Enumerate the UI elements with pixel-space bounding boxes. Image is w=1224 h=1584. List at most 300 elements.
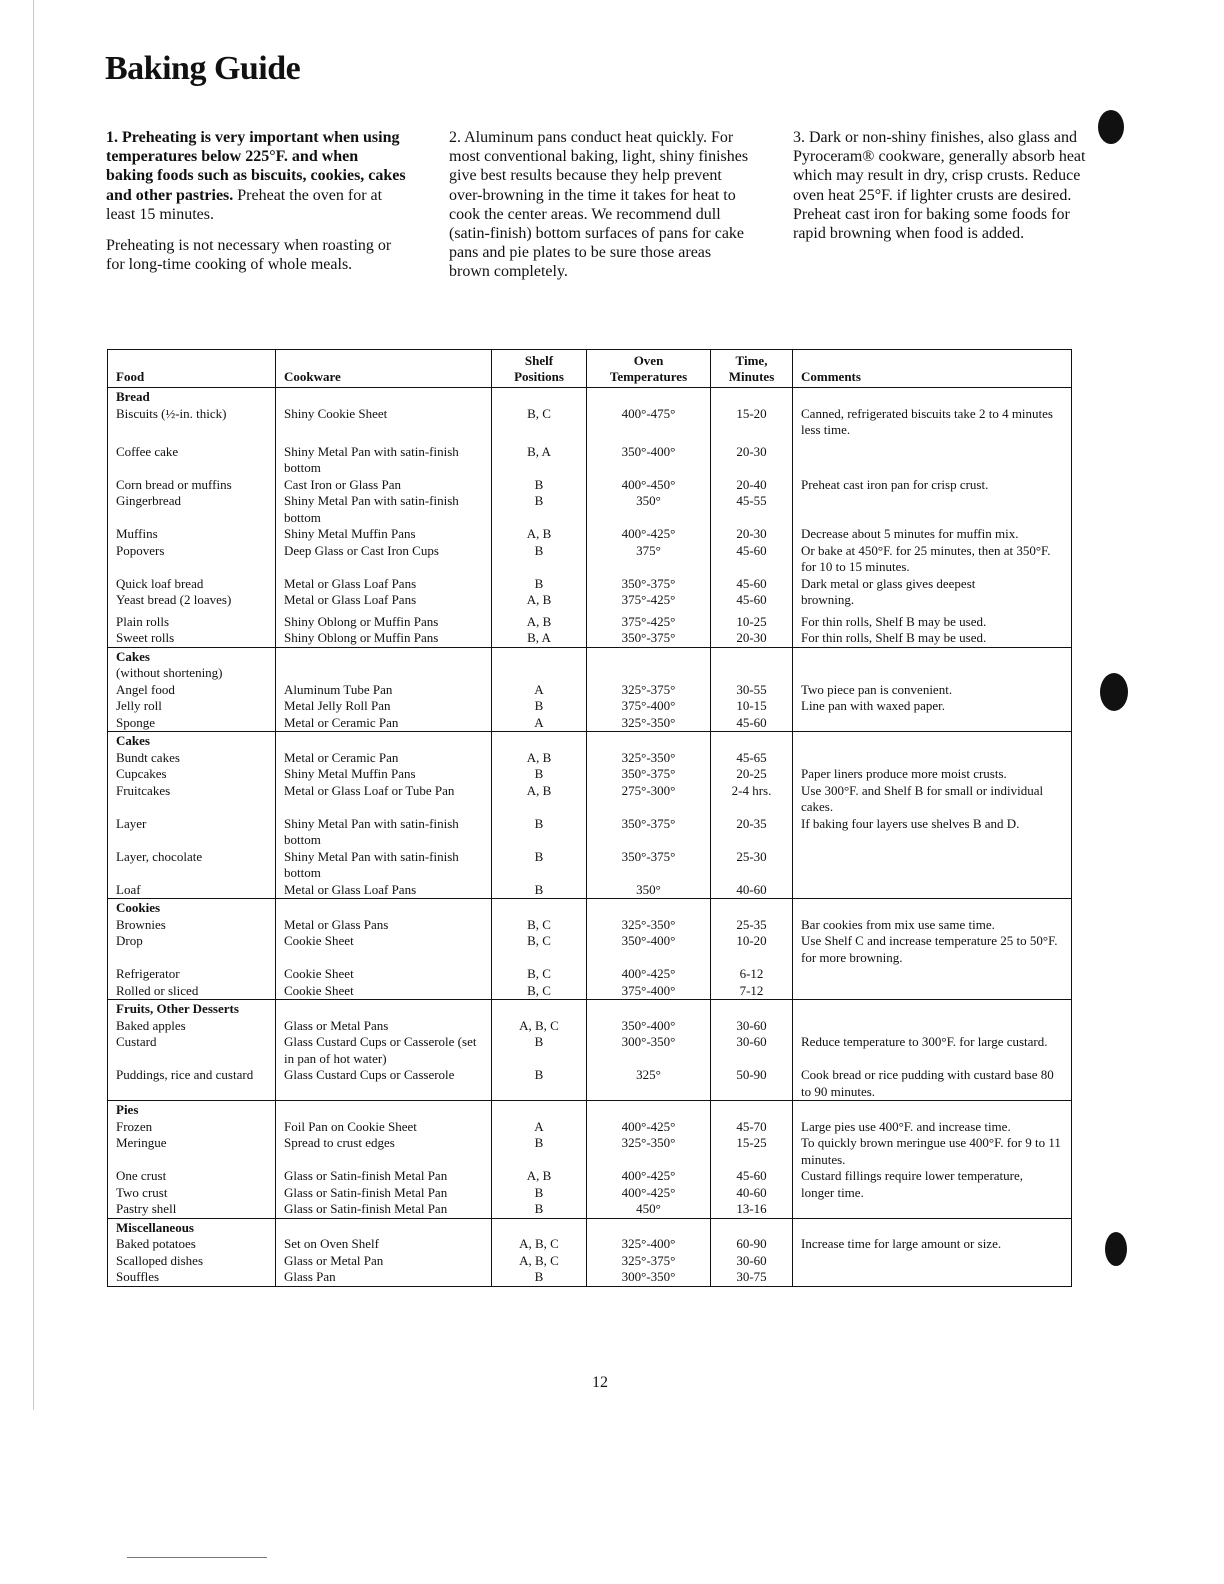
empty-cell bbox=[276, 388, 492, 406]
table-row bbox=[108, 1067, 1072, 1101]
temperature-cell: 375°-425° bbox=[587, 592, 711, 609]
food-cell: Angel food bbox=[108, 682, 276, 699]
food-cell: Fruitcakes bbox=[108, 783, 276, 816]
time-cell: 45-60 bbox=[711, 543, 793, 576]
header-comments: Comments bbox=[793, 350, 1072, 388]
empty-cell bbox=[711, 1101, 793, 1119]
temperature-cell: 350°-400° bbox=[587, 1018, 711, 1035]
cookware-cell: Glass or Metal Pans bbox=[276, 1018, 492, 1035]
empty-cell bbox=[711, 1218, 793, 1236]
time-cell: 45-60 bbox=[711, 592, 793, 609]
cookware-cell: Metal Jelly Roll Pan bbox=[276, 698, 492, 715]
temperature-cell: 325°-350° bbox=[587, 750, 711, 767]
time-cell: 30-55 bbox=[711, 682, 793, 699]
cookware-cell: Shiny Cookie Sheet bbox=[276, 406, 492, 439]
temperature-cell: 350°-400° bbox=[587, 933, 711, 966]
table-row bbox=[108, 917, 1072, 934]
intro-column-3 bbox=[793, 128, 1093, 255]
comments-cell bbox=[793, 715, 1072, 732]
table-row bbox=[108, 1034, 1072, 1067]
intro-lead-text: 1. Preheating is very important when using temperatures below 225°F. and when baking foods such as biscuits, cookies, cakes and other pastries. bbox=[106, 129, 406, 204]
cookware-cell: Metal or Glass Loaf Pans bbox=[276, 882, 492, 899]
comments-cell: Cook bread or rice pudding with custard base 80 to 90 minutes. bbox=[793, 1067, 1072, 1101]
shelf-cell: A, B bbox=[492, 526, 587, 543]
table-row bbox=[108, 1185, 1072, 1202]
cookware-cell: Glass or Metal Pan bbox=[276, 1253, 492, 1270]
time-cell: 10-20 bbox=[711, 933, 793, 966]
empty-cell bbox=[793, 1101, 1072, 1119]
temperature-cell: 400°-425° bbox=[587, 1168, 711, 1185]
category-row bbox=[108, 1218, 1072, 1236]
table-row bbox=[108, 526, 1072, 543]
cookware-cell: Shiny Oblong or Muffin Pans bbox=[276, 630, 492, 647]
category-row bbox=[108, 899, 1072, 917]
comments-cell bbox=[793, 439, 1072, 477]
cookware-cell: Spread to crust edges bbox=[276, 1135, 492, 1168]
page-number: 12 bbox=[592, 1374, 608, 1391]
header-shelf-positions: Shelf Positions bbox=[492, 350, 587, 388]
category-row bbox=[108, 388, 1072, 406]
table-row bbox=[108, 477, 1072, 494]
empty-cell bbox=[276, 1000, 492, 1018]
comments-cell bbox=[793, 983, 1072, 1000]
time-cell: 7-12 bbox=[711, 983, 793, 1000]
time-cell: 6-12 bbox=[711, 966, 793, 983]
food-cell: Baked apples bbox=[108, 1018, 276, 1035]
cookware-cell: Glass Custard Cups or Casserole (set in pan of hot water) bbox=[276, 1034, 492, 1067]
temperature-cell: 350°-375° bbox=[587, 766, 711, 783]
intro-paragraph-preheating bbox=[106, 128, 406, 224]
food-cell: Corn bread or muffins bbox=[108, 477, 276, 494]
temperature-cell: 325°-375° bbox=[587, 682, 711, 699]
empty-cell bbox=[587, 1000, 711, 1018]
shelf-cell: B bbox=[492, 1185, 587, 1202]
time-cell: 15-20 bbox=[711, 406, 793, 439]
category-label: Cookies bbox=[108, 899, 276, 917]
table-row bbox=[108, 750, 1072, 767]
category-label: Pies bbox=[108, 1101, 276, 1119]
food-cell: Baked potatoes bbox=[108, 1236, 276, 1253]
cookware-cell: Metal or Glass Pans bbox=[276, 917, 492, 934]
table-row bbox=[108, 630, 1072, 647]
food-cell: One crust bbox=[108, 1168, 276, 1185]
comments-cell bbox=[793, 1018, 1072, 1035]
scan-margin-line bbox=[33, 0, 34, 1410]
cookware-cell: Cast Iron or Glass Pan bbox=[276, 477, 492, 494]
food-cell: Gingerbread bbox=[108, 493, 276, 526]
time-cell: 30-75 bbox=[711, 1269, 793, 1286]
time-cell: 25-30 bbox=[711, 849, 793, 882]
time-cell: 2-4 hrs. bbox=[711, 783, 793, 816]
time-cell: 45-65 bbox=[711, 750, 793, 767]
table-row bbox=[108, 715, 1072, 732]
shelf-cell: B bbox=[492, 576, 587, 593]
temperature-cell: 450° bbox=[587, 1201, 711, 1218]
temperature-cell: 325°-375° bbox=[587, 1253, 711, 1270]
comments-cell bbox=[793, 750, 1072, 767]
shelf-cell: B bbox=[492, 1135, 587, 1168]
shelf-cell: A bbox=[492, 682, 587, 699]
comments-cell: Two piece pan is convenient. bbox=[793, 682, 1072, 699]
table-row bbox=[108, 439, 1072, 477]
time-cell: 13-16 bbox=[711, 1201, 793, 1218]
temperature-cell: 350°-375° bbox=[587, 576, 711, 593]
time-cell: 20-35 bbox=[711, 816, 793, 849]
table-group bbox=[108, 1101, 1072, 1219]
cookware-cell: Shiny Metal Muffin Pans bbox=[276, 526, 492, 543]
empty-cell bbox=[793, 732, 1072, 750]
cookware-cell: Metal or Glass Loaf Pans bbox=[276, 576, 492, 593]
temperature-cell: 400°-425° bbox=[587, 966, 711, 983]
comments-cell: Or bake at 450°F. for 25 minutes, then at 350°F. for 10 to 15 minutes. bbox=[793, 543, 1072, 576]
food-cell: Pastry shell bbox=[108, 1201, 276, 1218]
empty-cell bbox=[587, 899, 711, 917]
shelf-cell: B, A bbox=[492, 439, 587, 477]
page-title: Baking Guide bbox=[105, 50, 301, 87]
table-group bbox=[108, 647, 1072, 732]
temperature-cell: 325° bbox=[587, 1067, 711, 1101]
temperature-cell: 325°-350° bbox=[587, 1135, 711, 1168]
empty-cell bbox=[276, 647, 492, 665]
shelf-cell: B bbox=[492, 816, 587, 849]
shelf-cell: A bbox=[492, 1119, 587, 1136]
time-cell: 10-25 bbox=[711, 609, 793, 631]
cookware-cell bbox=[276, 665, 492, 682]
category-label: Bread bbox=[108, 388, 276, 406]
food-cell: Loaf bbox=[108, 882, 276, 899]
table-group bbox=[108, 1218, 1072, 1286]
comments-cell bbox=[793, 493, 1072, 526]
comments-cell: For thin rolls, Shelf B may be used. bbox=[793, 609, 1072, 631]
comments-cell: Reduce temperature to 300°F. for large custard. bbox=[793, 1034, 1072, 1067]
cookware-cell: Deep Glass or Cast Iron Cups bbox=[276, 543, 492, 576]
comments-cell: longer time. bbox=[793, 1185, 1072, 1202]
food-cell: Biscuits (½-in. thick) bbox=[108, 406, 276, 439]
temperature-cell: 350°-375° bbox=[587, 630, 711, 647]
empty-cell bbox=[711, 388, 793, 406]
shelf-cell: B bbox=[492, 698, 587, 715]
food-cell: Cupcakes bbox=[108, 766, 276, 783]
shelf-cell: B bbox=[492, 849, 587, 882]
shelf-cell: B bbox=[492, 477, 587, 494]
shelf-cell: B, C bbox=[492, 933, 587, 966]
empty-cell bbox=[276, 1218, 492, 1236]
empty-cell bbox=[492, 388, 587, 406]
table-row bbox=[108, 1253, 1072, 1270]
empty-cell bbox=[492, 1101, 587, 1119]
table-row bbox=[108, 592, 1072, 609]
table-row bbox=[108, 783, 1072, 816]
food-cell: Refrigerator bbox=[108, 966, 276, 983]
time-cell: 30-60 bbox=[711, 1034, 793, 1067]
table-row bbox=[108, 1201, 1072, 1218]
empty-cell bbox=[793, 647, 1072, 665]
food-cell: Two crust bbox=[108, 1185, 276, 1202]
food-cell: (without shortening) bbox=[108, 665, 276, 682]
binder-hole-icon bbox=[1100, 673, 1128, 711]
shelf-cell: B, C bbox=[492, 917, 587, 934]
temperature-cell: 325°-350° bbox=[587, 715, 711, 732]
empty-cell bbox=[793, 1000, 1072, 1018]
table-row bbox=[108, 665, 1072, 682]
cookware-cell: Glass or Satin-finish Metal Pan bbox=[276, 1185, 492, 1202]
bottom-rule bbox=[127, 1557, 267, 1558]
comments-cell: Dark metal or glass gives deepest bbox=[793, 576, 1072, 593]
comments-cell bbox=[793, 849, 1072, 882]
comments-cell: Line pan with waxed paper. bbox=[793, 698, 1072, 715]
comments-cell bbox=[793, 1201, 1072, 1218]
table-row bbox=[108, 966, 1072, 983]
table-row bbox=[108, 698, 1072, 715]
table-row bbox=[108, 816, 1072, 849]
temperature-cell: 300°-350° bbox=[587, 1034, 711, 1067]
cookware-cell: Shiny Metal Pan with satin-finish bottom bbox=[276, 816, 492, 849]
food-cell: Meringue bbox=[108, 1135, 276, 1168]
category-row bbox=[108, 1000, 1072, 1018]
empty-cell bbox=[793, 1218, 1072, 1236]
table-row bbox=[108, 933, 1072, 966]
shelf-cell: B bbox=[492, 1034, 587, 1067]
time-cell: 50-90 bbox=[711, 1067, 793, 1101]
comments-cell: Canned, refrigerated biscuits take 2 to 4 minutes less time. bbox=[793, 406, 1072, 439]
time-cell: 30-60 bbox=[711, 1018, 793, 1035]
food-cell: Puddings, rice and custard bbox=[108, 1067, 276, 1101]
temperature-cell: 325°-400° bbox=[587, 1236, 711, 1253]
comments-cell: Bar cookies from mix use same time. bbox=[793, 917, 1072, 934]
food-cell: Yeast bread (2 loaves) bbox=[108, 592, 276, 609]
shelf-cell bbox=[492, 665, 587, 682]
intro-rest-text: Preheat the oven for at least 15 minutes. bbox=[106, 186, 383, 223]
cookware-cell: Shiny Metal Pan with satin-finish bottom bbox=[276, 439, 492, 477]
temperature-cell: 300°-350° bbox=[587, 1269, 711, 1286]
food-cell: Drop bbox=[108, 933, 276, 966]
table-row bbox=[108, 406, 1072, 439]
table-row bbox=[108, 1168, 1072, 1185]
food-cell: Muffins bbox=[108, 526, 276, 543]
food-cell: Sponge bbox=[108, 715, 276, 732]
cookware-cell: Glass Custard Cups or Casserole bbox=[276, 1067, 492, 1101]
temperature-cell: 325°-350° bbox=[587, 917, 711, 934]
empty-cell bbox=[276, 1101, 492, 1119]
shelf-cell: A, B bbox=[492, 592, 587, 609]
shelf-cell: B bbox=[492, 543, 587, 576]
table-row bbox=[108, 1269, 1072, 1286]
category-row bbox=[108, 647, 1072, 665]
header-food: Food bbox=[108, 350, 276, 388]
temperature-cell: 350° bbox=[587, 882, 711, 899]
empty-cell bbox=[276, 732, 492, 750]
table-row bbox=[108, 682, 1072, 699]
comments-cell bbox=[793, 665, 1072, 682]
temperature-cell: 400°-425° bbox=[587, 1119, 711, 1136]
shelf-cell: A, B bbox=[492, 1168, 587, 1185]
time-cell: 25-35 bbox=[711, 917, 793, 934]
intro-paragraph-aluminum: 2. Aluminum pans conduct heat quickly. For most conventional baking, light, shiny finishes give best results because they help prevent over-browning in the time it takes for heat to cook the center areas. We recommend dull (satin-finish) bottom surfaces of pans for cake pans and pie plates to be sure those areas brown completely. bbox=[449, 129, 749, 281]
shelf-cell: B bbox=[492, 1067, 587, 1101]
category-row bbox=[108, 1101, 1072, 1119]
empty-cell bbox=[793, 388, 1072, 406]
time-cell: 30-60 bbox=[711, 1253, 793, 1270]
time-cell: 10-15 bbox=[711, 698, 793, 715]
shelf-cell: A bbox=[492, 715, 587, 732]
shelf-cell: B bbox=[492, 766, 587, 783]
time-cell: 20-30 bbox=[711, 439, 793, 477]
empty-cell bbox=[587, 647, 711, 665]
temperature-cell: 400°-475° bbox=[587, 406, 711, 439]
category-label: Cakes bbox=[108, 647, 276, 665]
cookware-cell: Glass or Satin-finish Metal Pan bbox=[276, 1201, 492, 1218]
shelf-cell: B bbox=[492, 1269, 587, 1286]
food-cell: Popovers bbox=[108, 543, 276, 576]
time-cell: 20-40 bbox=[711, 477, 793, 494]
empty-cell bbox=[587, 1101, 711, 1119]
cookware-cell: Metal or Glass Loaf Pans bbox=[276, 592, 492, 609]
temperature-cell: 350°-400° bbox=[587, 439, 711, 477]
header-time-minutes: Time, Minutes bbox=[711, 350, 793, 388]
time-cell: 60-90 bbox=[711, 1236, 793, 1253]
temperature-cell: 350° bbox=[587, 493, 711, 526]
shelf-cell: B, C bbox=[492, 966, 587, 983]
intro-paragraph-dark-finishes: 3. Dark or non-shiny finishes, also glass and Pyroceram® cookware, generally absorb heat which may result in dry, crisp crusts. Reduce oven heat 25°F. if lighter crusts are desired. Preheat cast iron for baking some foods for rapid browning when food is added. bbox=[793, 129, 1086, 243]
cookware-cell: Shiny Metal Muffin Pans bbox=[276, 766, 492, 783]
comments-cell bbox=[793, 966, 1072, 983]
table-group bbox=[108, 388, 1072, 648]
food-cell: Jelly roll bbox=[108, 698, 276, 715]
temperature-cell: 400°-425° bbox=[587, 526, 711, 543]
cookware-cell: Cookie Sheet bbox=[276, 966, 492, 983]
empty-cell bbox=[711, 899, 793, 917]
temperature-cell: 350°-375° bbox=[587, 849, 711, 882]
food-cell: Bundt cakes bbox=[108, 750, 276, 767]
cookware-cell: Foil Pan on Cookie Sheet bbox=[276, 1119, 492, 1136]
header-oven-temperatures: Oven Temperatures bbox=[587, 350, 711, 388]
comments-cell: Custard fillings require lower temperature, bbox=[793, 1168, 1072, 1185]
empty-cell bbox=[793, 899, 1072, 917]
temperature-cell: 375°-425° bbox=[587, 609, 711, 631]
comments-cell: Decrease about 5 minutes for muffin mix. bbox=[793, 526, 1072, 543]
table-row bbox=[108, 576, 1072, 593]
table-row bbox=[108, 882, 1072, 899]
temperature-cell: 375°-400° bbox=[587, 983, 711, 1000]
comments-cell: Increase time for large amount or size. bbox=[793, 1236, 1072, 1253]
empty-cell bbox=[587, 1218, 711, 1236]
temperature-cell: 350°-375° bbox=[587, 816, 711, 849]
food-cell: Coffee cake bbox=[108, 439, 276, 477]
table-row bbox=[108, 1236, 1072, 1253]
cookware-cell: Glass Pan bbox=[276, 1269, 492, 1286]
comments-cell: Use Shelf C and increase temperature 25 to 50°F. for more browning. bbox=[793, 933, 1072, 966]
shelf-cell: A, B bbox=[492, 783, 587, 816]
shelf-cell: A, B, C bbox=[492, 1018, 587, 1035]
header-cookware: Cookware bbox=[276, 350, 492, 388]
empty-cell bbox=[492, 732, 587, 750]
empty-cell bbox=[587, 732, 711, 750]
food-cell: Rolled or sliced bbox=[108, 983, 276, 1000]
intro-column-2 bbox=[449, 128, 749, 294]
table-row bbox=[108, 766, 1072, 783]
comments-cell: To quickly brown meringue use 400°F. for 9 to 11 minutes. bbox=[793, 1135, 1072, 1168]
table-row bbox=[108, 1135, 1072, 1168]
comments-cell: Large pies use 400°F. and increase time. bbox=[793, 1119, 1072, 1136]
cookware-cell: Set on Oven Shelf bbox=[276, 1236, 492, 1253]
empty-cell bbox=[711, 1000, 793, 1018]
cookware-cell: Metal or Glass Loaf or Tube Pan bbox=[276, 783, 492, 816]
comments-cell: Paper liners produce more moist crusts. bbox=[793, 766, 1072, 783]
time-cell: 20-25 bbox=[711, 766, 793, 783]
cookware-cell: Glass or Satin-finish Metal Pan bbox=[276, 1168, 492, 1185]
cookware-cell: Cookie Sheet bbox=[276, 983, 492, 1000]
temperature-cell: 375° bbox=[587, 543, 711, 576]
temperature-cell: 400°-450° bbox=[587, 477, 711, 494]
time-cell: 20-30 bbox=[711, 526, 793, 543]
empty-cell bbox=[492, 647, 587, 665]
time-cell: 45-60 bbox=[711, 576, 793, 593]
cookware-cell: Shiny Metal Pan with satin-finish bottom bbox=[276, 849, 492, 882]
time-cell: 20-30 bbox=[711, 630, 793, 647]
binder-hole-icon bbox=[1098, 110, 1124, 144]
intro-column-1 bbox=[106, 128, 406, 286]
time-cell bbox=[711, 665, 793, 682]
cookware-cell: Shiny Oblong or Muffin Pans bbox=[276, 609, 492, 631]
empty-cell bbox=[492, 899, 587, 917]
shelf-cell: A, B bbox=[492, 609, 587, 631]
food-cell: Layer bbox=[108, 816, 276, 849]
temperature-cell: 275°-300° bbox=[587, 783, 711, 816]
food-cell: Souffles bbox=[108, 1269, 276, 1286]
comments-cell bbox=[793, 1253, 1072, 1270]
table-row bbox=[108, 1018, 1072, 1035]
empty-cell bbox=[492, 1218, 587, 1236]
table-row bbox=[108, 1119, 1072, 1136]
comments-cell bbox=[793, 882, 1072, 899]
table-row bbox=[108, 609, 1072, 631]
empty-cell bbox=[711, 647, 793, 665]
food-cell: Plain rolls bbox=[108, 609, 276, 631]
table-group bbox=[108, 899, 1072, 1000]
shelf-cell: B, A bbox=[492, 630, 587, 647]
time-cell: 45-55 bbox=[711, 493, 793, 526]
cookware-cell: Aluminum Tube Pan bbox=[276, 682, 492, 699]
shelf-cell: B bbox=[492, 493, 587, 526]
table-row bbox=[108, 493, 1072, 526]
cookware-cell: Shiny Metal Pan with satin-finish bottom bbox=[276, 493, 492, 526]
food-cell: Quick loaf bread bbox=[108, 576, 276, 593]
shelf-cell: B, C bbox=[492, 406, 587, 439]
category-label: Fruits, Other Desserts bbox=[108, 1000, 276, 1018]
cookware-cell: Cookie Sheet bbox=[276, 933, 492, 966]
time-cell: 40-60 bbox=[711, 1185, 793, 1202]
table-row bbox=[108, 983, 1072, 1000]
table-row bbox=[108, 543, 1072, 576]
comments-cell: Preheat cast iron pan for crisp crust. bbox=[793, 477, 1072, 494]
time-cell: 15-25 bbox=[711, 1135, 793, 1168]
table-group bbox=[108, 1000, 1072, 1101]
food-cell: Scalloped dishes bbox=[108, 1253, 276, 1270]
shelf-cell: B, C bbox=[492, 983, 587, 1000]
food-cell: Brownies bbox=[108, 917, 276, 934]
comments-cell: For thin rolls, Shelf B may be used. bbox=[793, 630, 1072, 647]
binder-hole-icon bbox=[1105, 1232, 1127, 1266]
temperature-cell bbox=[587, 665, 711, 682]
table-header-row bbox=[108, 350, 1072, 388]
comments-cell bbox=[793, 1269, 1072, 1286]
food-cell: Layer, chocolate bbox=[108, 849, 276, 882]
empty-cell bbox=[492, 1000, 587, 1018]
food-cell: Sweet rolls bbox=[108, 630, 276, 647]
table-row bbox=[108, 849, 1072, 882]
time-cell: 45-60 bbox=[711, 1168, 793, 1185]
comments-cell: If baking four layers use shelves B and D. bbox=[793, 816, 1072, 849]
